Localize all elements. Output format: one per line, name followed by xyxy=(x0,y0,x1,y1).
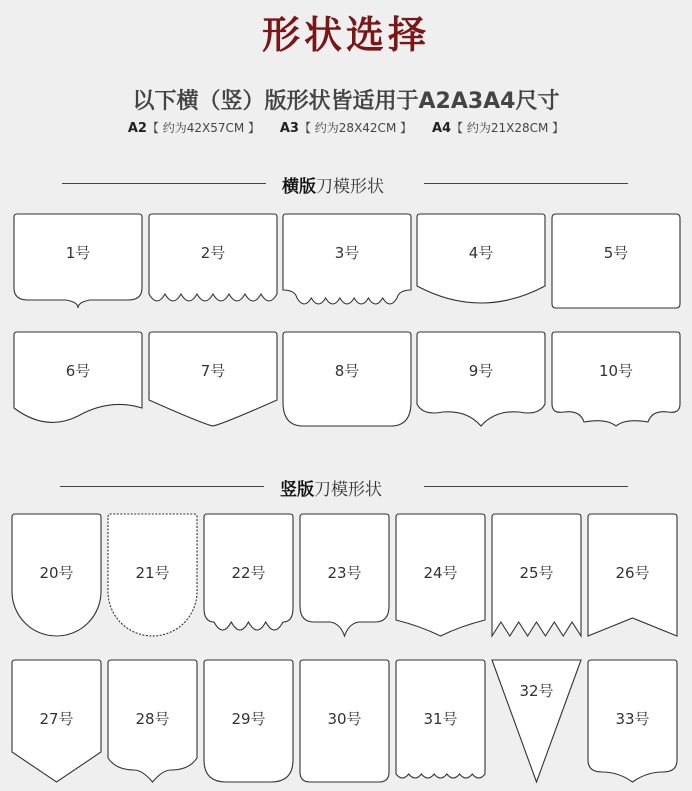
shape-number-label: 29号 xyxy=(231,710,266,728)
shape-number-label: 20号 xyxy=(39,564,74,582)
horizontal-shape-4 xyxy=(417,214,545,303)
horizontal-section-heading: 横版刀模形状 xyxy=(282,177,384,197)
shape-number-label: 25号 xyxy=(519,564,554,582)
shape-outline xyxy=(492,660,581,782)
shape-number-label: 4号 xyxy=(468,244,494,262)
shape-number-label: 30号 xyxy=(327,710,362,728)
vertical-shape-23 xyxy=(300,514,389,636)
shape-number-label: 1号 xyxy=(65,244,91,262)
shape-number-label: 26号 xyxy=(615,564,650,582)
shape-number-label: 3号 xyxy=(334,244,360,262)
shape-number-label: 8号 xyxy=(334,362,360,380)
vertical-shape-26 xyxy=(588,514,677,636)
vertical-shape-24 xyxy=(396,514,485,636)
shape-number-label: 27号 xyxy=(39,710,74,728)
horizontal-shape-7 xyxy=(149,332,277,426)
shape-number-label: 7号 xyxy=(200,362,226,380)
vertical-shape-21 xyxy=(108,514,197,636)
shape-number-label: 9号 xyxy=(468,362,494,380)
page-subtitle: 以下横（竖）版形状皆适用于A2A3A4尺寸 xyxy=(132,89,560,114)
vertical-shape-27 xyxy=(12,660,101,782)
shape-number-label: 5号 xyxy=(603,244,629,262)
size-a2: A2【 约为42X57CM 】 xyxy=(127,121,261,136)
vertical-shape-22 xyxy=(204,514,293,630)
horizontal-shape-3 xyxy=(283,214,411,304)
vertical-shape-25 xyxy=(492,514,581,636)
horizontal-shape-8 xyxy=(283,332,411,426)
vertical-shape-29 xyxy=(204,660,293,782)
shape-number-label: 2号 xyxy=(200,244,226,262)
vertical-shape-20 xyxy=(12,514,101,636)
shape-number-label: 28号 xyxy=(135,710,170,728)
horizontal-shape-9 xyxy=(417,332,545,426)
vertical-shape-28 xyxy=(108,660,197,782)
shape-number-label: 21号 xyxy=(135,564,170,582)
vertical-shape-33 xyxy=(588,660,677,782)
page-title: 形状选择 xyxy=(261,13,430,57)
horizontal-shape-2 xyxy=(149,214,277,301)
vertical-section-heading: 竖版刀模形状 xyxy=(280,480,382,500)
horizontal-shape-5 xyxy=(552,214,680,308)
shape-number-label: 23号 xyxy=(327,564,362,582)
horizontal-shape-10 xyxy=(552,332,680,426)
size-a3: A3【 约为28X42CM 】 xyxy=(279,121,413,136)
vertical-shape-32 xyxy=(492,660,581,782)
shape-number-label: 6号 xyxy=(65,362,91,380)
shape-number-label: 22号 xyxy=(231,564,266,582)
shape-number-label: 10号 xyxy=(598,362,634,380)
horizontal-shape-1 xyxy=(14,214,142,308)
size-a4: A4【 约为21X28CM 】 xyxy=(431,121,565,136)
vertical-shape-30 xyxy=(300,660,389,782)
horizontal-shape-6 xyxy=(14,332,142,422)
shape-number-label: 24号 xyxy=(423,564,458,582)
vertical-shape-31 xyxy=(396,660,485,778)
shape-number-label: 31号 xyxy=(423,710,458,728)
shape-number-label: 33号 xyxy=(615,710,650,728)
shape-number-label: 32号 xyxy=(519,682,554,700)
